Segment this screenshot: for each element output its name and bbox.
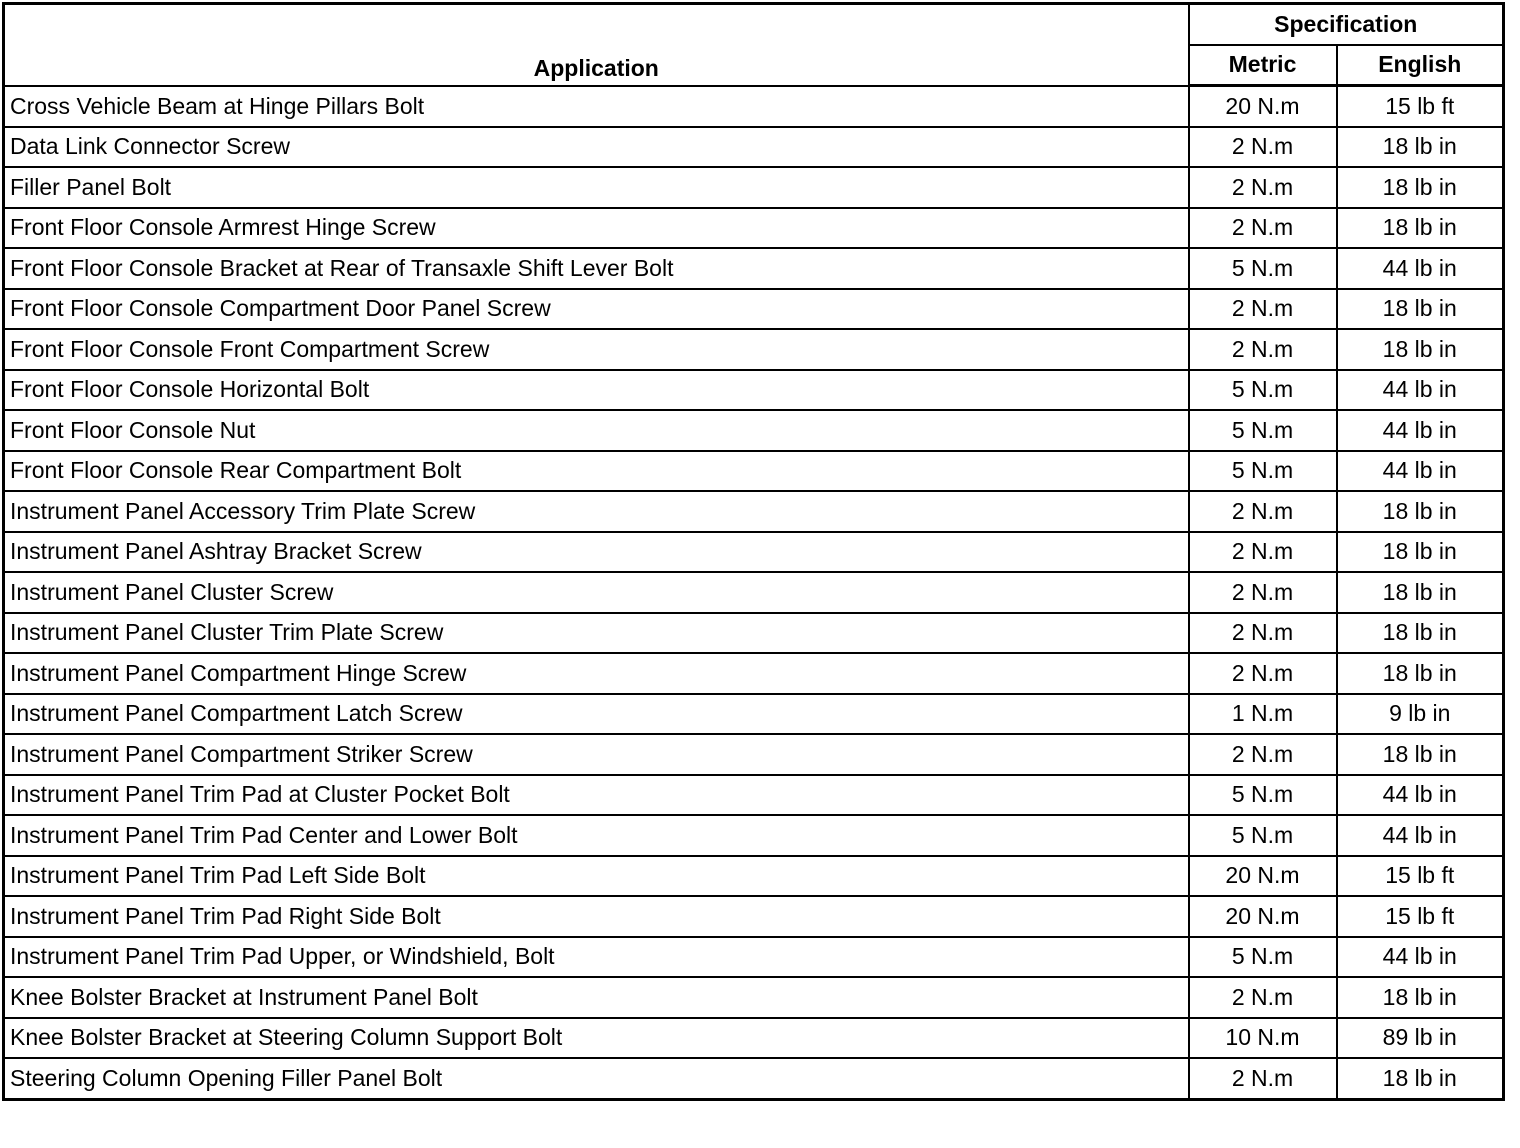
table-row — [4, 815, 1504, 856]
metric-cell: 2 N.m — [1189, 977, 1337, 1018]
table-row — [4, 775, 1504, 816]
english-cell: 15 lb ft — [1337, 86, 1504, 127]
table-row — [4, 896, 1504, 937]
metric-cell: 2 N.m — [1189, 127, 1337, 168]
application-cell: Knee Bolster Bracket at Steering Column Support Bolt — [4, 1018, 1189, 1059]
application-cell: Front Floor Console Horizontal Bolt — [4, 370, 1189, 411]
english-cell: 44 lb in — [1337, 775, 1504, 816]
english-cell: 18 lb in — [1337, 572, 1504, 613]
metric-cell: 2 N.m — [1189, 491, 1337, 532]
metric-cell: 2 N.m — [1189, 613, 1337, 654]
header-metric: Metric — [1189, 45, 1337, 86]
metric-cell: 5 N.m — [1189, 775, 1337, 816]
metric-cell: 20 N.m — [1189, 856, 1337, 897]
metric-cell: 1 N.m — [1189, 694, 1337, 735]
application-cell: Instrument Panel Cluster Screw — [4, 572, 1189, 613]
application-cell: Front Floor Console Armrest Hinge Screw — [4, 208, 1189, 249]
metric-cell: 10 N.m — [1189, 1018, 1337, 1059]
table-row — [4, 572, 1504, 613]
application-cell: Instrument Panel Cluster Trim Plate Screw — [4, 613, 1189, 654]
table-row — [4, 613, 1504, 654]
table-row — [4, 127, 1504, 168]
english-cell: 18 lb in — [1337, 613, 1504, 654]
english-cell: 18 lb in — [1337, 491, 1504, 532]
english-cell: 89 lb in — [1337, 1018, 1504, 1059]
metric-cell: 20 N.m — [1189, 86, 1337, 127]
table-row — [4, 856, 1504, 897]
application-cell: Front Floor Console Rear Compartment Bolt — [4, 451, 1189, 492]
english-cell: 9 lb in — [1337, 694, 1504, 735]
fastener-torque-table — [2, 2, 1505, 1101]
table-row — [4, 289, 1504, 330]
table-row — [4, 977, 1504, 1018]
table-row — [4, 532, 1504, 573]
english-cell: 15 lb ft — [1337, 896, 1504, 937]
english-cell: 18 lb in — [1337, 329, 1504, 370]
english-cell: 18 lb in — [1337, 1058, 1504, 1099]
english-cell: 44 lb in — [1337, 370, 1504, 411]
english-cell: 18 lb in — [1337, 532, 1504, 573]
application-cell: Instrument Panel Trim Pad Center and Lower Bolt — [4, 815, 1189, 856]
english-cell: 18 lb in — [1337, 734, 1504, 775]
english-cell: 18 lb in — [1337, 208, 1504, 249]
english-cell: 15 lb ft — [1337, 856, 1504, 897]
english-cell: 44 lb in — [1337, 815, 1504, 856]
application-cell: Steering Column Opening Filler Panel Bolt — [4, 1058, 1189, 1099]
table-row — [4, 694, 1504, 735]
english-cell: 18 lb in — [1337, 127, 1504, 168]
header-application: Application — [4, 4, 1189, 86]
table-row — [4, 491, 1504, 532]
application-cell: Instrument Panel Compartment Latch Screw — [4, 694, 1189, 735]
table-row — [4, 86, 1504, 127]
application-cell: Instrument Panel Trim Pad Upper, or Windshield, Bolt — [4, 937, 1189, 978]
header-specification: Specification — [1189, 4, 1504, 45]
english-cell: 44 lb in — [1337, 410, 1504, 451]
metric-cell: 5 N.m — [1189, 410, 1337, 451]
metric-cell: 2 N.m — [1189, 572, 1337, 613]
application-cell: Instrument Panel Trim Pad Left Side Bolt — [4, 856, 1189, 897]
english-cell: 44 lb in — [1337, 248, 1504, 289]
metric-cell: 2 N.m — [1189, 208, 1337, 249]
application-cell: Instrument Panel Ashtray Bracket Screw — [4, 532, 1189, 573]
english-cell: 18 lb in — [1337, 653, 1504, 694]
english-cell: 18 lb in — [1337, 167, 1504, 208]
english-cell: 44 lb in — [1337, 937, 1504, 978]
table-row — [4, 370, 1504, 411]
metric-cell: 2 N.m — [1189, 289, 1337, 330]
table-row — [4, 167, 1504, 208]
application-cell: Front Floor Console Front Compartment Screw — [4, 329, 1189, 370]
application-cell: Instrument Panel Accessory Trim Plate Screw — [4, 491, 1189, 532]
table-row — [4, 451, 1504, 492]
metric-cell: 5 N.m — [1189, 370, 1337, 411]
english-cell: 18 lb in — [1337, 977, 1504, 1018]
application-cell: Instrument Panel Compartment Striker Screw — [4, 734, 1189, 775]
metric-cell: 5 N.m — [1189, 815, 1337, 856]
application-cell: Instrument Panel Trim Pad at Cluster Pocket Bolt — [4, 775, 1189, 816]
table-row — [4, 410, 1504, 451]
metric-cell: 5 N.m — [1189, 248, 1337, 289]
metric-cell: 5 N.m — [1189, 937, 1337, 978]
header-english: English — [1337, 45, 1504, 86]
table-row — [4, 734, 1504, 775]
metric-cell: 5 N.m — [1189, 451, 1337, 492]
application-cell: Front Floor Console Nut — [4, 410, 1189, 451]
metric-cell: 2 N.m — [1189, 734, 1337, 775]
table-row — [4, 1058, 1504, 1099]
application-cell: Front Floor Console Compartment Door Panel Screw — [4, 289, 1189, 330]
table-row — [4, 1018, 1504, 1059]
table-row — [4, 248, 1504, 289]
application-cell: Filler Panel Bolt — [4, 167, 1189, 208]
english-cell: 18 lb in — [1337, 289, 1504, 330]
application-cell: Cross Vehicle Beam at Hinge Pillars Bolt — [4, 86, 1189, 127]
application-cell: Front Floor Console Bracket at Rear of Transaxle Shift Lever Bolt — [4, 248, 1189, 289]
application-cell: Knee Bolster Bracket at Instrument Panel Bolt — [4, 977, 1189, 1018]
metric-cell: 2 N.m — [1189, 329, 1337, 370]
table-row — [4, 329, 1504, 370]
metric-cell: 2 N.m — [1189, 653, 1337, 694]
metric-cell: 2 N.m — [1189, 167, 1337, 208]
header-row-top — [4, 4, 1504, 45]
table-row — [4, 653, 1504, 694]
metric-cell: 2 N.m — [1189, 532, 1337, 573]
metric-cell: 20 N.m — [1189, 896, 1337, 937]
english-cell: 44 lb in — [1337, 451, 1504, 492]
table-row — [4, 937, 1504, 978]
application-cell: Instrument Panel Trim Pad Right Side Bolt — [4, 896, 1189, 937]
metric-cell: 2 N.m — [1189, 1058, 1337, 1099]
table-body — [4, 86, 1504, 1100]
table-row — [4, 208, 1504, 249]
application-cell: Data Link Connector Screw — [4, 127, 1189, 168]
table-header — [4, 4, 1504, 86]
application-cell: Instrument Panel Compartment Hinge Screw — [4, 653, 1189, 694]
